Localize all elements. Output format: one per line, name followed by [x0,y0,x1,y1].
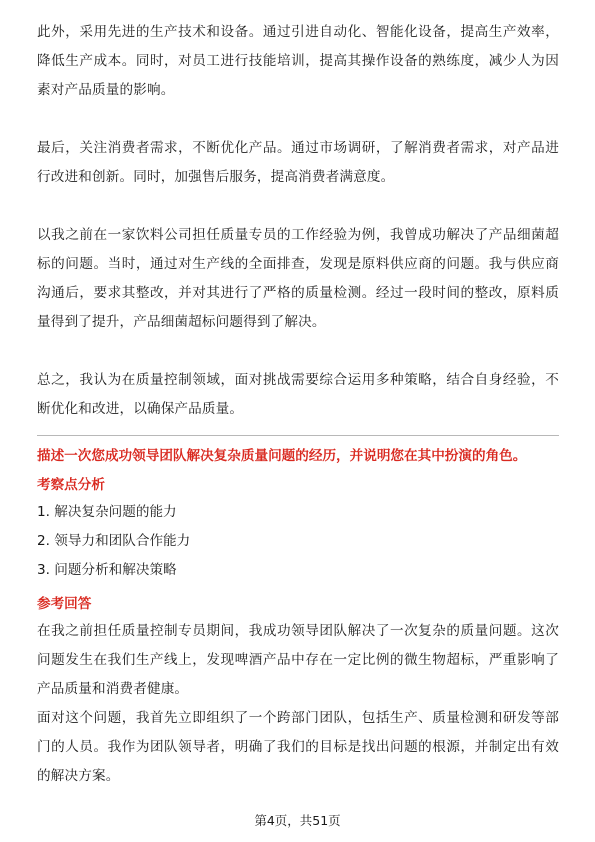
page-number: 第4页，共51页 [254,813,341,828]
answer-paragraph: 在我之前担任质量控制专员期间，我成功领导团队解决了一次复杂的质量问题。这次问题发生在我们生产线上，发现啤酒产品中存在一定比例的微生物超标，严重影响了产品质量和消费者健康。 [37,623,559,697]
paragraph-consumer-needs: 最后，关注消费者需求，不断优化产品。通过市场调研，了解消费者需求，对产品进行改进和创新。同时，加强售后服务，提高消费者满意度。 [37,140,559,185]
paragraph-beverage-experience: 以我之前在一家饮料公司担任质量专员的工作经验为例，我曾成功解决了产品细菌超标的问题。当时，通过对生产线的全面排查，发现是原料供应商的问题。我与供应商沟通后，要求其整改，并对其进行了严格的质量检测。经过一段时间的整改，原料质量得到了提升，产品细菌超标问题得到了解决。 [37,227,559,330]
analysis-title: 考察点分析 [37,477,105,493]
paragraph-production-tech: 此外，采用先进的生产技术和设备。通过引进自动化、智能化设备，提高生产效率，降低生产成本。同时，对员工进行技能培训，提高其操作设备的熟练度，减少人为因素对产品质量的影响。 [37,24,559,98]
analysis-item: 3. 问题分析和解决策略 [37,562,177,578]
paragraph-conclusion: 总之，我认为在质量控制领域，面对挑战需要综合运用多种策略，结合自身经验，不断优化和改进，以确保产品质量。 [37,372,559,417]
analysis-item: 1. 解决复杂问题的能力 [37,504,177,520]
analysis-item: 2. 领导力和团队合作能力 [37,533,191,549]
section-divider [37,435,559,436]
answer-title: 参考回答 [37,596,92,612]
answer-paragraph: 面对这个问题，我首先立即组织了一个跨部门团队，包括生产、质量检测和研发等部门的人员。我作为团队领导者，明确了我们的目标是找出问题的根源，并制定出有效的解决方案。 [37,710,559,784]
interview-question: 描述一次您成功领导团队解决复杂质量问题的经历，并说明您在其中扮演的角色。 [37,448,527,464]
